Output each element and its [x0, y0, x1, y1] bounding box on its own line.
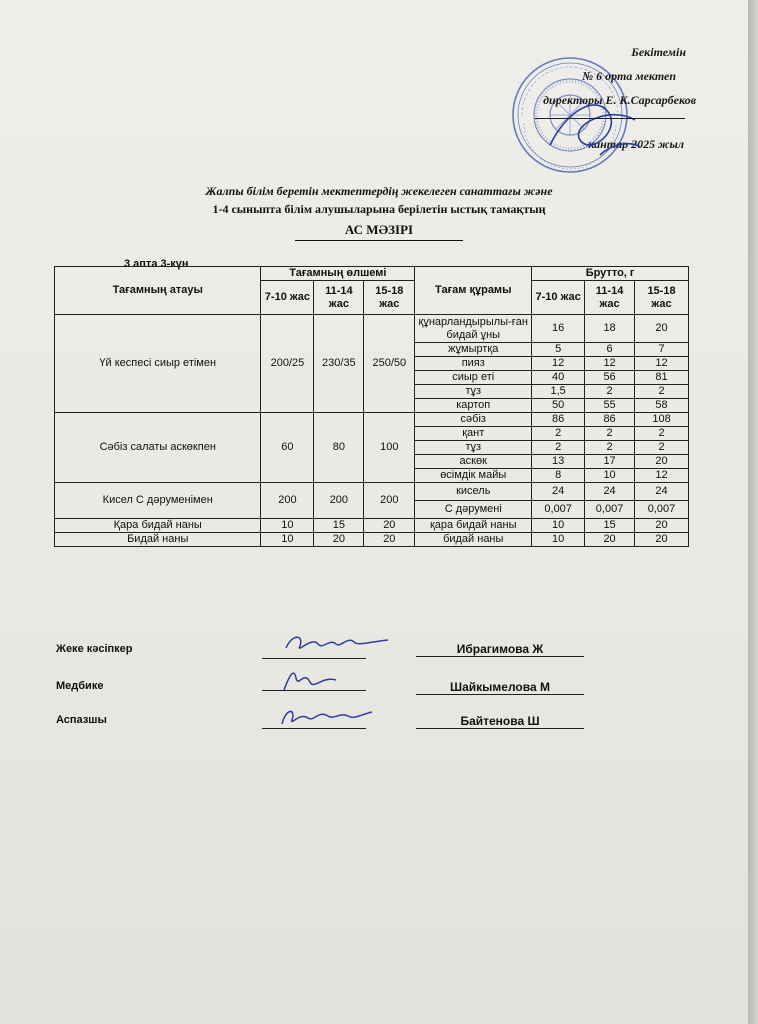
ingredient-gross: 55	[585, 399, 635, 413]
ingredient-gross: 10	[585, 469, 635, 483]
dish-portion: 200/25	[261, 315, 314, 413]
ingredient-gross: 2	[635, 441, 689, 455]
dish-portion: 60	[261, 413, 314, 483]
ingredient-gross: 12	[635, 469, 689, 483]
ingredient-gross: 24	[635, 483, 689, 501]
nurse-signature	[280, 664, 340, 694]
dish-name: Қара бидай наны	[55, 519, 261, 533]
heading-line-2: 1-4 сыныпта білім алушыларына берілетін ыстық тамақтың	[212, 202, 546, 216]
entrepreneur-signature	[282, 628, 392, 658]
approval-title: Бекітемін	[631, 45, 686, 59]
ingredient-gross: 20	[635, 315, 689, 343]
ingredient-gross: 24	[532, 483, 585, 501]
ingredient-gross: 2	[532, 441, 585, 455]
header-gross-age: 11-14 жас	[585, 281, 635, 315]
ingredient-name: қара бидай наны	[415, 519, 532, 533]
signature-name: Ибрагимова Ж	[416, 642, 584, 657]
dish-portion: 20	[314, 533, 364, 547]
header-portion-age: 7-10 жас	[261, 281, 314, 315]
ingredient-name: қант	[415, 427, 532, 441]
approval-date: кантар 2025 жыл	[588, 137, 684, 151]
dish-portion: 250/50	[364, 315, 415, 413]
ingredient-gross: 12	[635, 357, 689, 371]
ingredient-name: пияз	[415, 357, 532, 371]
ingredient-gross: 0,007	[635, 501, 689, 519]
header-portion: Тағамның өлшемі	[261, 267, 415, 281]
dish-portion: 10	[261, 533, 314, 547]
ingredient-gross: 13	[532, 455, 585, 469]
header-gross-age: 15-18 жас	[635, 281, 689, 315]
ingredient-gross: 1,5	[532, 385, 585, 399]
approval-director: директоры Е. К.Сарсарбеков	[543, 93, 696, 107]
ingredient-gross: 2	[585, 385, 635, 399]
ingredient-gross: 56	[585, 371, 635, 385]
ingredient-gross: 2	[532, 427, 585, 441]
approval-underline	[535, 118, 685, 119]
header-gross: Брутто, г	[532, 267, 689, 281]
dish-portion: 10	[261, 519, 314, 533]
ingredient-gross: 20	[635, 455, 689, 469]
signature-role: Жеке кәсіпкер	[56, 643, 133, 655]
ingredient-gross: 86	[532, 413, 585, 427]
ingredient-gross: 108	[635, 413, 689, 427]
ingredient-gross: 5	[532, 343, 585, 357]
paper-edge	[748, 0, 758, 1024]
ingredient-gross: 18	[585, 315, 635, 343]
dish-portion: 200	[364, 483, 415, 519]
ingredient-gross: 20	[585, 533, 635, 547]
dish-portion: 230/35	[314, 315, 364, 413]
ingredient-name: аскөк	[415, 455, 532, 469]
director-signature	[540, 85, 650, 175]
week-day-label: 3 апта 3-күн	[124, 258, 189, 270]
ingredient-gross: 12	[585, 357, 635, 371]
ingredient-gross: 16	[532, 315, 585, 343]
ingredient-gross: 12	[532, 357, 585, 371]
ingredient-gross: 8	[532, 469, 585, 483]
table-row	[55, 483, 689, 501]
ingredient-gross: 81	[635, 371, 689, 385]
ingredient-name: сәбіз	[415, 413, 532, 427]
header-composition: Тағам құрамы	[415, 267, 532, 315]
ingredient-name: тұз	[415, 385, 532, 399]
approval-school: № 6 орта мектеп	[582, 69, 676, 83]
ingredient-gross: 0,007	[585, 501, 635, 519]
menu-title	[0, 222, 758, 241]
ingredient-name: картоп	[415, 399, 532, 413]
dish-name: Бидай наны	[55, 533, 261, 547]
signature-name: Шайкымелова М	[416, 680, 584, 695]
ingredient-gross: 10	[532, 533, 585, 547]
ingredient-gross: 17	[585, 455, 635, 469]
ingredient-gross: 2	[635, 385, 689, 399]
table-row	[55, 315, 689, 343]
ingredient-gross: 7	[635, 343, 689, 357]
menu-table	[54, 266, 689, 547]
signature-role: Медбике	[56, 680, 104, 692]
ingredient-gross: 20	[635, 519, 689, 533]
ingredient-name: кисель	[415, 483, 532, 501]
ingredient-gross: 2	[635, 427, 689, 441]
ingredient-name: тұз	[415, 441, 532, 455]
dish-portion: 20	[364, 533, 415, 547]
ingredient-name: құнарландырылы-ған бидай ұны	[415, 315, 532, 343]
ingredient-gross: 86	[585, 413, 635, 427]
signature-name: Байтенова Ш	[416, 714, 584, 729]
dish-portion: 100	[364, 413, 415, 483]
table-row	[55, 533, 689, 547]
header-gross-age: 7-10 жас	[532, 281, 585, 315]
dish-portion: 200	[314, 483, 364, 519]
ingredient-gross: 24	[585, 483, 635, 501]
ingredient-gross: 0,007	[532, 501, 585, 519]
heading-line-1: Жалпы білім беретін мектептердің жекелеген санаттағы және	[205, 184, 553, 198]
ingredient-gross: 20	[635, 533, 689, 547]
ingredient-gross: 58	[635, 399, 689, 413]
ingredient-gross: 2	[585, 441, 635, 455]
ingredient-name: сиыр еті	[415, 371, 532, 385]
ingredient-gross: 2	[585, 427, 635, 441]
ingredient-gross: 6	[585, 343, 635, 357]
ingredient-name: бидай наны	[415, 533, 532, 547]
ingredient-gross: 15	[585, 519, 635, 533]
header-portion-age: 11-14 жас	[314, 281, 364, 315]
ingredient-name: жұмыртқа	[415, 343, 532, 357]
table-row	[55, 519, 689, 533]
menu-table-body	[55, 315, 689, 547]
dish-portion: 20	[364, 519, 415, 533]
dish-portion: 80	[314, 413, 364, 483]
header-dish-name: Тағамның атауы	[55, 267, 261, 315]
dish-portion: 15	[314, 519, 364, 533]
ingredient-gross: 50	[532, 399, 585, 413]
dish-name: Кисел С дәруменімен	[55, 483, 261, 519]
ingredient-gross: 10	[532, 519, 585, 533]
ingredient-name: С дәрумені	[415, 501, 532, 519]
menu-title-text: АС МӘЗІРІ	[295, 222, 463, 241]
table-row	[55, 413, 689, 427]
header-portion-age: 15-18 жас	[364, 281, 415, 315]
dish-name: Үй кеспесі сиыр етімен	[55, 315, 261, 413]
signature-role: Аспазшы	[56, 714, 107, 726]
cook-signature	[278, 702, 374, 730]
ingredient-gross: 40	[532, 371, 585, 385]
dish-name: Сәбіз салаты аскөкпен	[55, 413, 261, 483]
ingredient-name: өсімдік майы	[415, 469, 532, 483]
dish-portion: 200	[261, 483, 314, 519]
